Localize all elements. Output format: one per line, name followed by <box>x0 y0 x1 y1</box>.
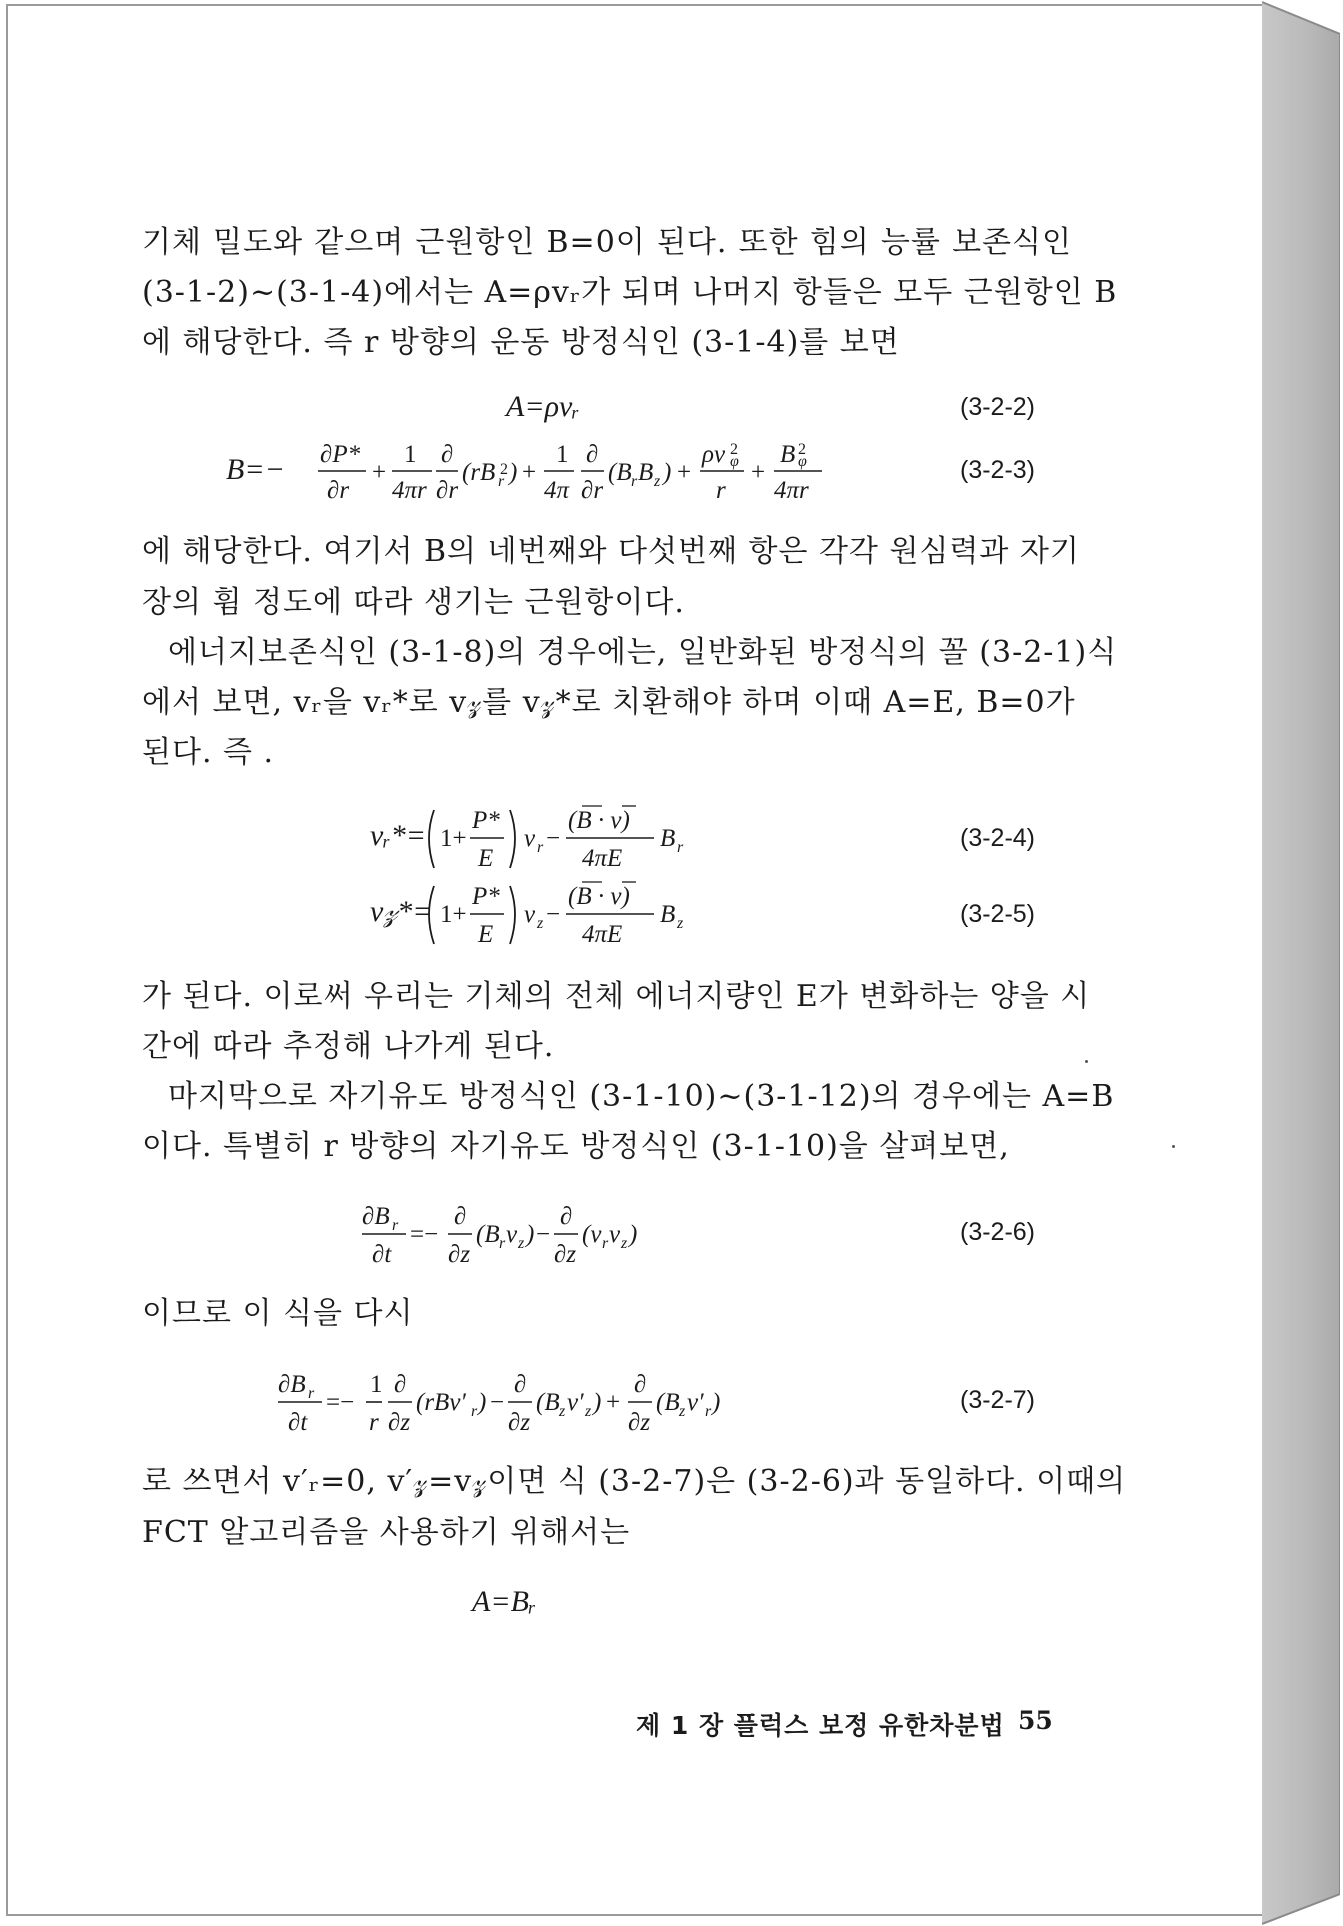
svg-text:E: E <box>478 921 494 948</box>
equation-number: (3-2-4) <box>960 824 1036 852</box>
paragraph-line: 간에 따라 추정해 나가게 된다. <box>142 1029 555 1064</box>
equation-3-2-2: A=ρvᵣ <box>506 390 580 423</box>
svg-text:E: E <box>478 845 494 872</box>
svg-text:∂z: ∂z <box>388 1409 411 1436</box>
svg-text:v: v <box>506 1221 518 1248</box>
svg-text:B: B <box>660 825 676 852</box>
svg-text:r: r <box>498 473 505 490</box>
equation-3-2-7-body <box>278 1364 918 1436</box>
svg-text:r: r <box>537 839 544 856</box>
svg-text:): ) <box>663 459 672 486</box>
svg-text:+: + <box>677 459 692 486</box>
svg-text:ρv: ρv <box>702 441 726 468</box>
paragraph-line: 가 된다. 이로써 우리는 기체의 전체 에너지량인 E가 변화하는 양을 시 <box>142 979 1091 1014</box>
paragraph-line: 마지막으로 자기유도 방정식인 (3-1-10)~(3-1-12)의 경우에는 A=B <box>168 1079 1115 1114</box>
svg-text:∂B: ∂B <box>362 1203 390 1230</box>
svg-text:v′: v′ <box>567 1389 584 1416</box>
scan-speck <box>1172 1145 1175 1148</box>
page-number: 55 <box>1018 1706 1053 1735</box>
svg-text:−: − <box>490 1389 505 1416</box>
paragraph-line: 에 해당한다. 여기서 B의 네번째와 다섯번째 항은 각각 원심력과 자기 <box>142 534 1080 569</box>
svg-text:z: z <box>559 1403 566 1420</box>
svg-text:∂: ∂ <box>560 1203 573 1230</box>
svg-text:1+: 1+ <box>440 825 467 852</box>
paragraph-line: 된다. 즉 . <box>142 735 275 770</box>
svg-text:(rB: (rB <box>462 459 496 486</box>
equation-3-2-3-rhs <box>226 436 946 506</box>
svg-text:=−: =− <box>326 1389 355 1416</box>
svg-text:2: 2 <box>730 441 738 458</box>
svg-text:1: 1 <box>370 1371 383 1398</box>
svg-text:+: + <box>606 1389 621 1416</box>
svg-text:r: r <box>499 1235 506 1252</box>
svg-text:r: r <box>705 1403 712 1420</box>
svg-text:(v: (v <box>582 1221 602 1248</box>
paragraph-line: 로 쓰면서 v′ᵣ=0, v′𝓏=v𝓏이면 식 (3-2-7)은 (3-2-6)과 동일하다. 이때의 <box>142 1464 1127 1499</box>
svg-text:∂r: ∂r <box>436 477 459 504</box>
svg-text:∂z: ∂z <box>508 1409 531 1436</box>
svg-text:∂r: ∂r <box>581 477 604 504</box>
equation-number: (3-2-7) <box>960 1386 1036 1414</box>
scan-speck <box>1085 1060 1088 1063</box>
svg-text:): ) <box>593 1389 602 1416</box>
svg-text:+: + <box>372 459 387 486</box>
svg-text:φ: φ <box>798 453 807 470</box>
paragraph-line: 이다. 특별히 r 방향의 자기유도 방정식인 (3-1-10)을 살펴보면, <box>142 1129 1010 1164</box>
svg-text:∂: ∂ <box>514 1371 527 1398</box>
svg-text:1+: 1+ <box>440 901 467 928</box>
svg-text:B: B <box>638 459 654 486</box>
svg-text:∂: ∂ <box>394 1371 407 1398</box>
equation-a-equals-br: A=Bᵣ <box>472 1585 537 1618</box>
paragraph-line: 장의 휨 정도에 따라 생기는 근원항이다. <box>142 585 685 620</box>
svg-text:(B: (B <box>476 1221 500 1248</box>
chapter-footer: 제 1 장 플럭스 보정 유한차분법 <box>636 1711 1005 1740</box>
svg-text:−: − <box>536 1221 551 1248</box>
svg-text:B: B <box>780 441 796 468</box>
equation-number: (3-2-5) <box>960 900 1036 928</box>
svg-text:z: z <box>537 915 544 932</box>
svg-text:+: + <box>751 459 766 486</box>
svg-text:−: − <box>546 825 561 852</box>
equation-3-2-5-rhs <box>370 874 850 954</box>
svg-text:v: v <box>524 825 536 852</box>
svg-text:∂z: ∂z <box>554 1241 577 1268</box>
svg-text:): ) <box>526 1221 535 1248</box>
svg-text:): ) <box>712 1389 721 1416</box>
paragraph-line: 에너지보존식인 (3-1-8)의 경우에는, 일반화된 방정식의 꼴 (3-2-1)식 <box>168 635 1118 670</box>
paragraph-line: 에 해당한다. 즉 r 방향의 운동 방정식인 (3-1-4)를 보면 <box>142 325 900 360</box>
svg-text:z: z <box>518 1235 525 1252</box>
svg-text:∂z: ∂z <box>628 1409 651 1436</box>
svg-text:z: z <box>679 1403 686 1420</box>
svg-text:4πE: 4πE <box>582 845 623 872</box>
svg-text:r: r <box>308 1385 315 1402</box>
svg-text:z: z <box>654 473 661 490</box>
svg-text:r: r <box>677 839 684 856</box>
svg-text:=−: =− <box>410 1221 439 1248</box>
svg-text:v: v <box>524 901 536 928</box>
equation-number: (3-2-3) <box>960 456 1036 484</box>
equation-3-2-4 <box>370 798 850 878</box>
svg-text:2: 2 <box>500 461 508 478</box>
svg-text:v′: v′ <box>687 1389 704 1416</box>
svg-text:−: − <box>546 901 561 928</box>
equation-number: (3-2-6) <box>960 1218 1036 1246</box>
svg-text:φ: φ <box>730 453 739 470</box>
svg-text:1: 1 <box>556 441 569 468</box>
paragraph-line: 이므로 이 식을 다시 <box>142 1296 414 1331</box>
svg-text:P*: P* <box>472 807 500 834</box>
equation-3-2-6-body <box>362 1196 842 1268</box>
svg-text:P*: P* <box>472 883 500 910</box>
svg-text:r: r <box>471 1403 478 1420</box>
equation-3-2-4-rhs <box>370 798 850 878</box>
paragraph-line: (3-1-2)~(3-1-4)에서는 A=ρvᵣ가 되며 나머지 항들은 모두 근원항인 B <box>142 275 1118 310</box>
svg-text:(B: (B <box>536 1389 560 1416</box>
paragraph-line: 에서 보면, vᵣ을 vᵣ*로 v𝓏를 v𝓏*로 치환해야 하며 이때 A=E, B=0가 <box>142 685 1076 720</box>
equation-3-2-6 <box>362 1196 842 1268</box>
svg-text:∂t: ∂t <box>288 1409 308 1436</box>
svg-text:4π: 4π <box>544 477 570 504</box>
svg-text:v: v <box>609 1221 621 1248</box>
svg-text:∂B: ∂B <box>278 1371 306 1398</box>
svg-text:4πE: 4πE <box>582 921 623 948</box>
paragraph-line: FCT 알고리즘을 사용하기 위해서는 <box>142 1515 631 1550</box>
equation-3-2-7 <box>278 1364 918 1436</box>
svg-text:r: r <box>631 473 638 490</box>
svg-text:B: B <box>660 901 676 928</box>
svg-text:+: + <box>522 459 537 486</box>
equation-lhs: B=− <box>226 453 285 486</box>
svg-text:1: 1 <box>404 441 417 468</box>
svg-text:∂z: ∂z <box>448 1241 471 1268</box>
svg-text:(rBv′: (rBv′ <box>416 1389 466 1416</box>
svg-text:z: z <box>585 1403 592 1420</box>
svg-text:): ) <box>478 1389 487 1416</box>
equation-3-2-3 <box>226 436 946 506</box>
equation-number: (3-2-2) <box>960 393 1036 421</box>
svg-text:(B: (B <box>608 459 632 486</box>
paragraph-line: 기체 밀도와 같으며 근원항인 B=0이 된다. 또한 힘의 능률 보존식인 <box>142 225 1072 260</box>
svg-text:z: z <box>677 915 684 932</box>
equation-3-2-5 <box>370 874 850 954</box>
svg-text:r: r <box>716 477 726 504</box>
svg-text:∂: ∂ <box>586 441 599 468</box>
svg-text:): ) <box>509 459 518 486</box>
svg-text:r: r <box>369 1409 379 1436</box>
svg-text:r: r <box>392 1217 399 1234</box>
svg-text:4πr: 4πr <box>774 477 809 504</box>
svg-text:4πr: 4πr <box>392 477 427 504</box>
svg-text:r: r <box>602 1235 609 1252</box>
svg-text:(B · v): (B · v) <box>568 807 630 834</box>
equation-lhs: vᵣ*= <box>370 819 426 852</box>
svg-text:∂r: ∂r <box>327 477 350 504</box>
svg-text:∂: ∂ <box>634 1371 647 1398</box>
svg-text:∂: ∂ <box>441 441 454 468</box>
equation-lhs: v𝓏*= <box>370 895 433 928</box>
svg-text:(B · v): (B · v) <box>568 883 630 910</box>
svg-text:2: 2 <box>798 441 806 458</box>
svg-text:∂t: ∂t <box>372 1241 392 1268</box>
svg-text:∂: ∂ <box>454 1203 467 1230</box>
book-spine <box>1262 0 1340 1926</box>
svg-text:(B: (B <box>656 1389 680 1416</box>
svg-text:): ) <box>629 1221 638 1248</box>
svg-text:∂P*: ∂P* <box>320 441 361 468</box>
svg-text:z: z <box>621 1235 628 1252</box>
